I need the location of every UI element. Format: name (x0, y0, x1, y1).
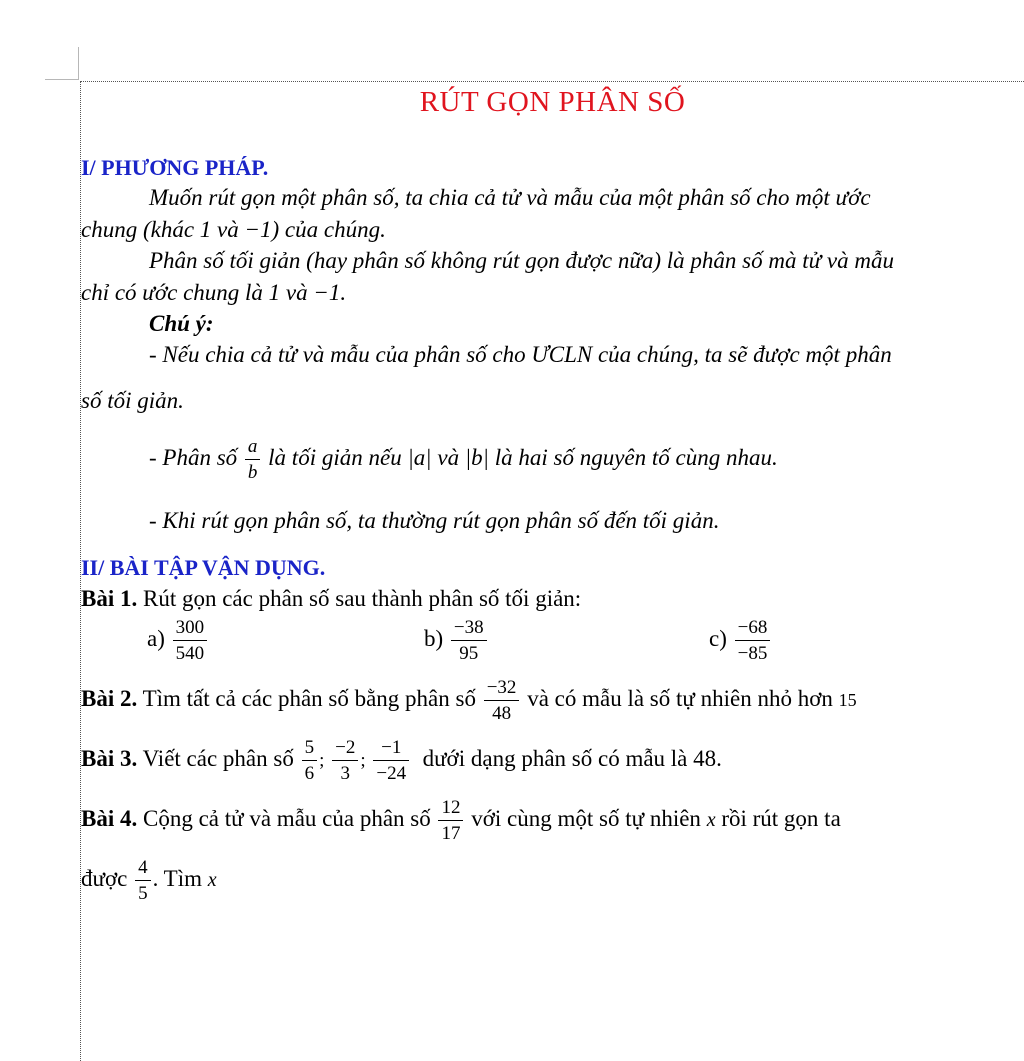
exercise-1 (81, 586, 581, 612)
fraction-denominator: 6 (304, 763, 315, 784)
note-3: - Khi rút gọn phân số, ta thường rút gọn phân số đến tối giản. (149, 508, 720, 533)
exercise-3 (81, 738, 722, 783)
fraction-numerator: 4 (135, 858, 151, 881)
item-b-label: b) (424, 625, 444, 651)
page-corner-mark-vertical (78, 47, 79, 80)
exercise-2-label: Bài 2. (81, 685, 138, 711)
exercise-1-label: Bài 1. (81, 586, 138, 611)
exercise-4-line-2-before: được (81, 865, 128, 891)
fraction-denominator: 540 (175, 643, 205, 664)
fraction-denominator: 48 (492, 703, 512, 724)
exercise-3-text-after: dưới dạng phân số có mẫu là 48. (422, 745, 722, 771)
paragraph-1-line-1: Muốn rút gọn một phân số, ta chia cả tử và mẫu của một phân số cho một ước (149, 185, 871, 210)
note-2-text-mid: là tối giản nếu (268, 444, 402, 470)
item-c-label: c) (709, 625, 727, 651)
exercise-3-fraction-3 (373, 738, 409, 783)
item-a-label: a) (147, 625, 165, 651)
fraction-numerator: −38 (451, 618, 487, 641)
exercise-4-fraction-1 (438, 798, 463, 843)
fraction-denominator: b (247, 462, 258, 483)
fraction-numerator: −68 (735, 618, 771, 641)
exercise-2-fraction (484, 678, 520, 723)
page-corner-mark-horizontal (45, 79, 78, 80)
note-2 (149, 437, 778, 482)
exercise-4-text-before: Cộng cả tử và mẫu của phân số (142, 805, 431, 831)
note-2-text-before: - Phân số (149, 444, 238, 470)
document-title: RÚT GỌN PHÂN SỐ (419, 86, 686, 118)
paragraph-2-line-1: Phân số tối giản (hay phân số không rút gọn được nữa) là phân số mà tử và mẫu (149, 248, 894, 273)
exercise-3-label: Bài 3. (81, 745, 138, 771)
fraction-denominator: 17 (441, 823, 461, 844)
separator: ; (319, 749, 325, 771)
exercise-4-line-2 (81, 858, 217, 903)
note-1-line-1: - Nếu chia cả tử và mẫu của phân số cho ƯCLN của chúng, ta sẽ được một phân (149, 342, 892, 367)
document-page (81, 0, 1024, 1061)
paragraph-2-line-2: chỉ có ước chung là 1 và −1. (81, 280, 347, 305)
exercise-4-fraction-2 (135, 858, 151, 903)
fraction-a-over-b (245, 437, 261, 482)
exercise-1-item-b (424, 618, 489, 663)
exercise-3-fraction-1 (302, 738, 318, 783)
exercise-4-variable: x (706, 808, 716, 831)
exercise-2-text-after: và có mẫu là số tự nhiên nhỏ hơn (527, 685, 833, 711)
note-2-text-after: là hai số nguyên tố cùng nhau. (494, 444, 778, 470)
fraction-numerator: 5 (302, 738, 318, 761)
exercise-3-fraction-2 (332, 738, 358, 783)
fraction-denominator: −85 (737, 643, 768, 664)
section-1-heading: I/ PHƯƠNG PHÁP. (81, 155, 269, 180)
section-2-heading: II/ BÀI TẬP VẬN DỤNG. (81, 555, 326, 580)
fraction-numerator: 300 (173, 618, 208, 641)
separator: ; (360, 749, 366, 771)
note-1-line-2: số tối giản. (81, 388, 184, 413)
item-a-fraction (173, 618, 208, 663)
fraction-numerator: −2 (332, 738, 358, 761)
fraction-numerator: a (245, 437, 261, 460)
abs-a: |a| (407, 444, 432, 470)
fraction-denominator: 5 (138, 883, 148, 904)
exercise-4-line-1 (81, 798, 841, 843)
exercise-1-item-c (709, 618, 772, 663)
exercise-2-number: 15 (838, 689, 857, 710)
exercise-4-line-2-variable: x (207, 868, 217, 891)
exercise-2 (81, 678, 857, 723)
fraction-numerator: −1 (373, 738, 409, 761)
note-2-and: và (437, 444, 460, 470)
paragraph-1-line-2: chung (khác 1 và −1) của chúng. (81, 217, 386, 242)
abs-b: |b| (464, 444, 489, 470)
note-label: Chú ý: (149, 311, 214, 336)
fraction-denominator: 95 (459, 643, 479, 664)
exercise-2-text-before: Tìm tất cả các phân số bằng phân số (142, 685, 476, 711)
fraction-numerator: 12 (438, 798, 463, 821)
exercise-4-line-2-after: . Tìm (152, 865, 203, 891)
fraction-denominator: 3 (340, 763, 350, 784)
exercise-1-item-a (147, 618, 209, 663)
item-c-fraction (735, 618, 771, 663)
item-b-fraction (451, 618, 487, 663)
exercise-4-text-mid: với cùng một số tự nhiên (471, 805, 701, 831)
fraction-numerator: −32 (484, 678, 520, 701)
fraction-denominator: −24 (376, 763, 407, 784)
exercise-3-text-before: Viết các phân số (142, 745, 294, 771)
exercise-1-text: Rút gọn các phân số sau thành phân số tối giản: (142, 586, 582, 611)
exercise-4-text-after: rồi rút gọn ta (721, 805, 841, 831)
exercise-4-label: Bài 4. (81, 805, 138, 831)
